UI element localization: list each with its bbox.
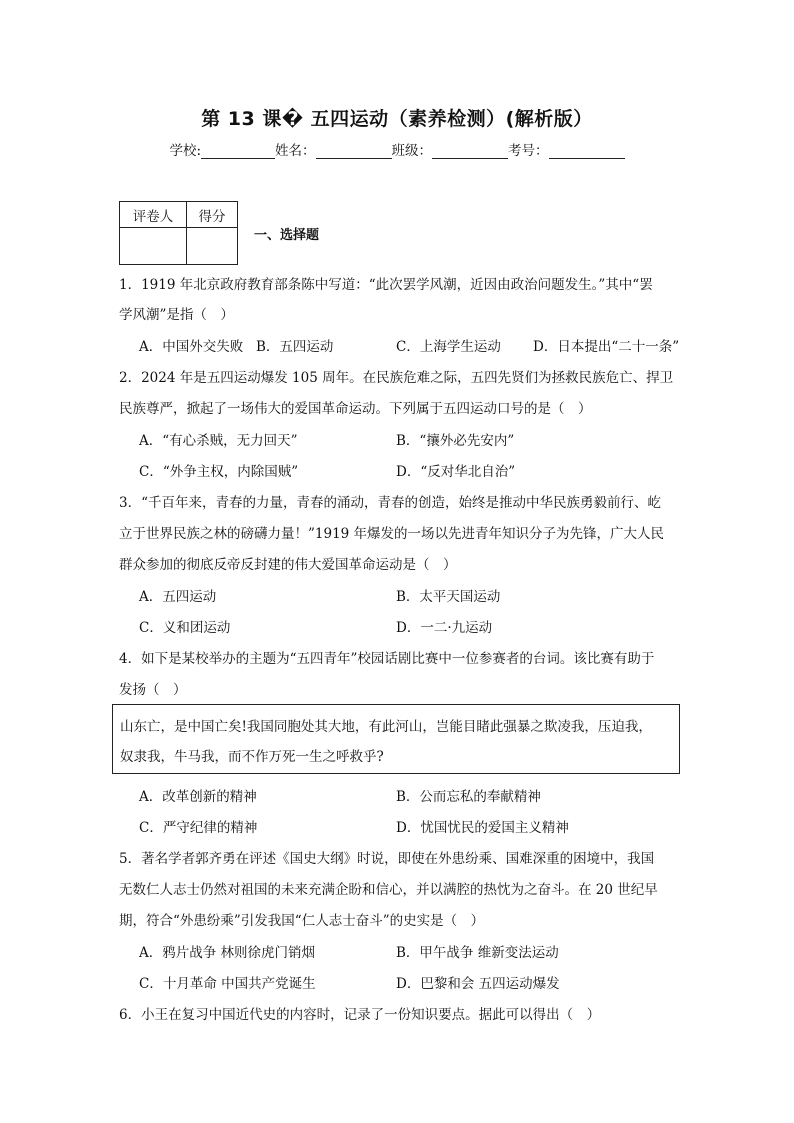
name-label: 姓名：: [275, 143, 316, 159]
class-label: 班级：: [391, 143, 433, 159]
number-label: 考号：: [508, 143, 549, 159]
question-3-option-b: B．太平天国运动: [396, 589, 501, 605]
question-5-option-b: B．甲午战争 维新变法运动: [396, 945, 559, 961]
question-5-option-c: C．十月革命 中国共产党诞生: [139, 976, 316, 992]
question-1-option-c: C．上海学生运动: [396, 339, 501, 355]
question-4-option-b: B．公而忘私的奉献精神: [396, 789, 541, 805]
class-blank: [432, 144, 508, 159]
section-title: 一、选择题: [254, 228, 320, 243]
quote-line-2: 奴隶我，牛马我，而不作万死一生之呼救乎?: [120, 749, 384, 765]
question-5-option-a: A．鸦片战争 林则徐虎门销烟: [139, 945, 316, 961]
question-1-option-a: A．中国外交失败: [139, 339, 244, 355]
question-2-line-2: 民族尊严，掀起了一场伟大的爱国革命运动。下列属于五四运动口号的是（ ）: [119, 401, 592, 417]
question-5-line-2: 无数仁人志士仍然对祖国的未来充满企盼和信心，并以满腔的热忱为之奋斗。在 20 世纪早: [119, 882, 658, 898]
question-4-line-2: 发扬（ ）: [119, 682, 187, 698]
question-2-option-d: D．“反对华北自治”: [396, 464, 516, 480]
score-cell: [187, 228, 238, 265]
question-4-option-a: A．改革创新的精神: [139, 789, 257, 805]
grader-header: 评卷人: [120, 202, 187, 228]
question-1-line-1: 1．1919 年北京政府教育部条陈中写道：“此次罢学风潮，近因由政治问题发生。”其中“罢: [119, 277, 653, 293]
question-3-line-1: 3．“千百年来，青春的力量，青春的涌动，青春的创造，始终是推动中华民族勇毅前行、屹: [119, 495, 661, 511]
question-4-option-c: C．严守纪律的精神: [139, 820, 258, 836]
question-1-option-b: B．五四运动: [256, 339, 334, 355]
quote-box: [112, 704, 680, 774]
question-6-line-1: 6．小王在复习中国近代史的内容时，记录了一份知识要点。据此可以得出（ ）: [119, 1007, 601, 1023]
school-blank: [201, 144, 275, 159]
quote-line-1: 山东亡，是中国亡矣!我国同胞处其大地，有此河山，岂能目睹此强暴之欺凌我，压迫我，: [120, 719, 652, 735]
question-4-option-d: D．忧国忧民的爱国主义精神: [396, 820, 569, 836]
question-4-line-1: 4．如下是某校举办的主题为“五四青年”校园话剧比赛中一位参赛者的台词。该比赛有助于: [119, 651, 655, 667]
student-info-line: [0, 139, 794, 159]
score-header: 得分: [187, 202, 238, 228]
question-5-option-d: D．巴黎和会 五四运动爆发: [396, 976, 560, 992]
question-2-option-a: A．“有心杀贼，无力回天”: [139, 433, 298, 449]
question-3-line-2: 立于世界民族之林的磅礴力量！”1919 年爆发的一场以先进青年知识分子为先锋，广大人民: [119, 526, 665, 542]
question-2-option-b: B．“攘外必先安内”: [396, 433, 515, 449]
question-3-option-a: A．五四运动: [139, 589, 217, 605]
question-5-line-3: 期，符合“外患纷乘”引发我国“仁人志士奋斗”的史实是（ ）: [119, 913, 485, 929]
question-3-line-3: 群众参加的彻底反帝反封建的伟大爱国革命运动是（ ）: [119, 557, 457, 573]
number-blank: [549, 144, 625, 159]
question-3-option-d: D．一二·九运动: [396, 620, 493, 636]
question-1-option-d: D．日本提出“二十一条”: [533, 339, 680, 355]
question-1-line-2: 学风潮”是指（ ）: [119, 307, 234, 323]
name-blank: [316, 144, 392, 159]
question-2-line-1: 2．2024 年是五四运动爆发 105 周年。在民族危难之际，五四先贤们为拯救民族危亡、捍卫: [119, 370, 674, 386]
grader-cell: [120, 228, 187, 265]
page-title: 第 13 课� 五四运动（素养检测）(解析版）: [201, 108, 593, 130]
score-table: [119, 201, 238, 265]
school-label: 学校:: [169, 143, 202, 159]
question-5-line-1: 5．著名学者郭齐勇在评述《国史大纲》时说，即使在外患纷乘、国难深重的困境中，我国: [119, 851, 655, 867]
question-2-option-c: C．“外争主权，内除国贼”: [139, 464, 299, 480]
question-3-option-c: C．义和团运动: [139, 620, 231, 636]
